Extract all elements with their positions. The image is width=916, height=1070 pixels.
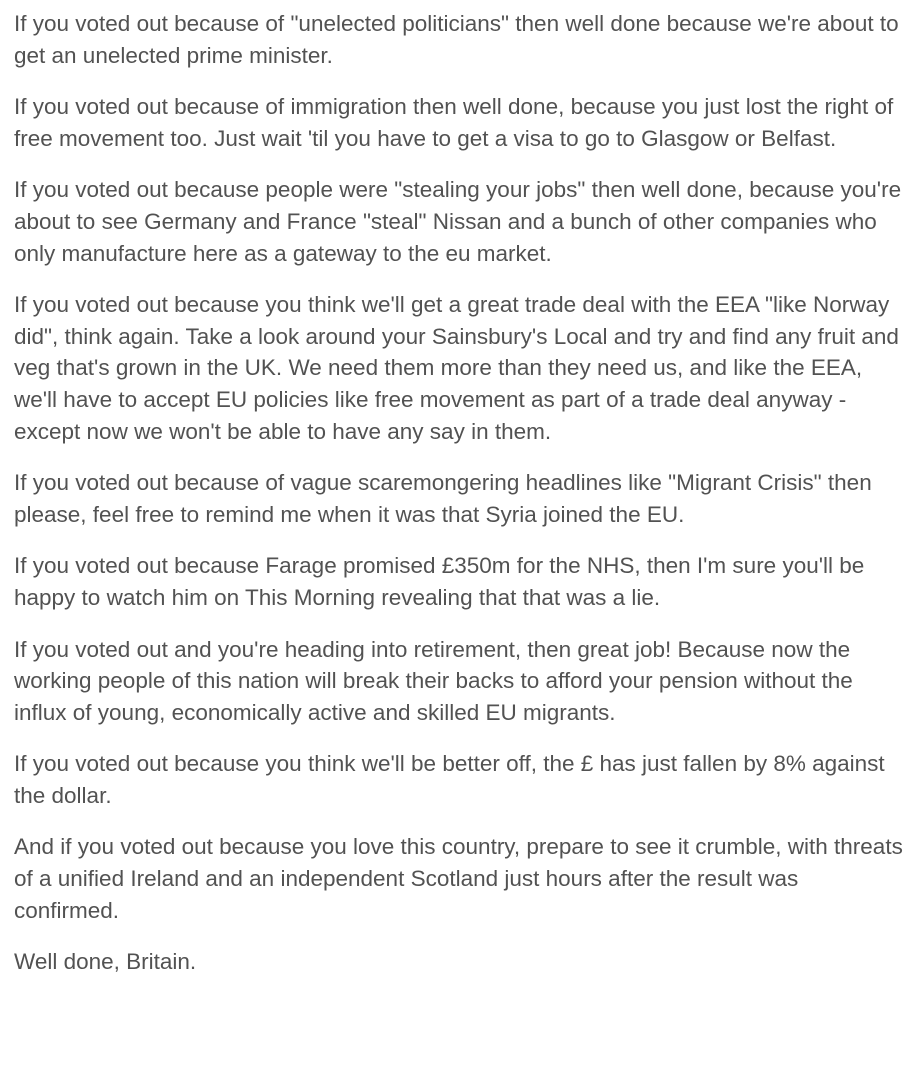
paragraph-sign-off: Well done, Britain. bbox=[14, 949, 197, 975]
paragraph-migrant-crisis: If you voted out because of vague scaremongering headlines like "Migrant Crisis" then please, feel free to remind me when it was that Syria joined the EU. bbox=[14, 470, 872, 527]
paragraph-love-country: And if you voted out because you love this country, prepare to see it crumble, with threats of a unified Ireland and an independent Scotland just hours after the result was confirmed. bbox=[14, 834, 903, 923]
paragraph-immigration: If you voted out because of immigration then well done, because you just lost the right of free movement too. Just wait 'til you have to get a visa to go to Glasgow or Belfast. bbox=[14, 94, 894, 151]
paragraph-better-off: If you voted out because you think we'll be better off, the £ has just fallen by 8% against the dollar. bbox=[14, 751, 885, 808]
paragraph-unelected-politicians: If you voted out because of "unelected politicians" then well done because we're about to get an unelected prime minister. bbox=[14, 11, 899, 68]
paragraph-retirement: If you voted out and you're heading into retirement, then great job! Because now the working people of this nation will break their backs to afford your pension without the influx of young, economically active and skilled EU migrants. bbox=[14, 636, 853, 725]
paragraph-trade-deal: If you voted out because you think we'll get a great trade deal with the EEA "like Norway did", think again. Take a look around your Sainsbury's Local and try and find any fruit and veg that's grown in the UK. We need them more than they need us, and like the EEA, we'll have to accept EU policies like free movement as part of a trade deal anyway - except now we won't be able to have any say in them. bbox=[14, 292, 899, 444]
post-body bbox=[14, 8, 904, 998]
paragraph-nhs-promise: If you voted out because Farage promised £350m for the NHS, then I'm sure you'll be happy to watch him on This Morning revealing that that was a lie. bbox=[14, 553, 865, 610]
paragraph-stealing-jobs: If you voted out because people were "stealing your jobs" then well done, because you're about to see Germany and France "steal" Nissan and a bunch of other companies who only manufacture here as a gateway to the eu market. bbox=[14, 177, 902, 266]
